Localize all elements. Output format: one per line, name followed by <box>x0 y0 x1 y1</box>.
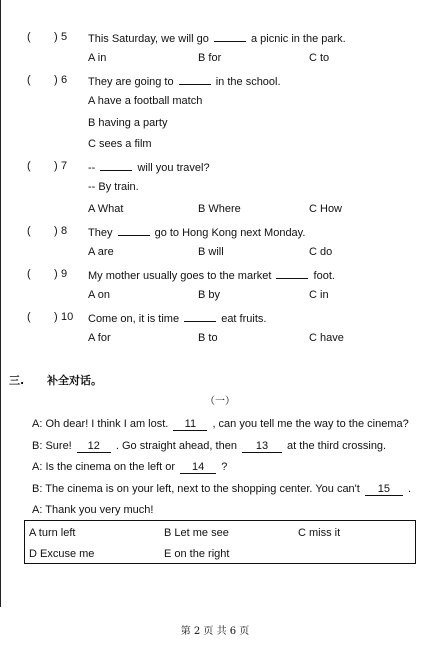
answer-blank <box>100 159 132 171</box>
option-c: C do <box>309 246 333 258</box>
choices-box <box>24 520 416 564</box>
question-number: 6 <box>61 74 68 86</box>
option-a: A have a football match <box>88 95 203 107</box>
choice-item: D Excuse me <box>29 548 95 560</box>
question-text: This Saturday, we will go a picnic in the park. <box>88 30 346 46</box>
option-b: B to <box>198 332 218 344</box>
dialogue-line: B: Sure! 12 . Go straight ahead, then 13 at the third crossing. <box>32 440 387 452</box>
choice-item: C miss it <box>298 527 341 539</box>
section-heading: 三. 补全对话。 <box>9 374 102 387</box>
question-text: -- will you travel? <box>88 159 210 175</box>
question-text: They are going to in the school. <box>88 73 281 89</box>
option-b: B having a party <box>88 117 168 129</box>
option-a: A are <box>88 246 114 258</box>
question-number: 10 <box>61 311 74 323</box>
option-a: A on <box>88 289 111 301</box>
option-b: B for <box>198 52 222 64</box>
dialogue-line: A: Is the cinema on the left or 14 ? <box>32 461 228 473</box>
answer-blank <box>118 224 150 236</box>
option-b: B by <box>198 289 221 301</box>
option-c: C in <box>309 289 329 301</box>
option-b: B Where <box>198 203 241 215</box>
question-number: 8 <box>61 225 68 237</box>
page-footer: 第 2 页 共 6 页 <box>180 626 250 637</box>
choice-item: E on the right <box>164 548 230 560</box>
dialogue-line: B: The cinema is on your left, next to the shopping center. You can't 15 . <box>32 483 412 495</box>
section-subtitle: （一） <box>205 396 235 407</box>
choice-item: A turn left <box>29 527 76 539</box>
question-text: They go to Hong Kong next Monday. <box>88 224 305 240</box>
option-a: A What <box>88 203 124 215</box>
option-c: C to <box>309 52 330 64</box>
choice-item: B Let me see <box>164 527 229 539</box>
question-text-line2: -- By train. <box>88 181 139 193</box>
answer-blank <box>184 310 216 322</box>
option-c: C How <box>309 203 343 215</box>
question-number: 7 <box>61 160 68 172</box>
dialogue-line: A: Oh dear! I think I am lost. 11 , can you tell me the way to the cinema? <box>32 418 409 430</box>
question-text: My mother usually goes to the market foot. <box>88 267 335 283</box>
dialogue-blank[interactable]: 12 <box>77 440 111 453</box>
dialogue-blank[interactable]: 14 <box>180 461 216 474</box>
dialogue-blank[interactable]: 13 <box>242 440 282 453</box>
answer-blank <box>276 267 308 279</box>
answer-blank <box>179 73 211 85</box>
option-a: A in <box>88 52 107 64</box>
answer-blank <box>214 30 246 42</box>
dialogue-blank[interactable]: 11 <box>173 418 207 431</box>
question-number: 9 <box>61 268 68 280</box>
option-c: C sees a film <box>88 138 152 150</box>
question-text: Come on, it is time eat fruits. <box>88 310 266 326</box>
option-b: B will <box>198 246 224 258</box>
option-a: A for <box>88 332 111 344</box>
dialogue-blank[interactable]: 15 <box>365 483 403 496</box>
question-number: 5 <box>61 31 68 43</box>
option-c: C have <box>309 332 344 344</box>
dialogue-line: A: Thank you very much! <box>32 504 154 516</box>
margin-line <box>0 0 1 607</box>
